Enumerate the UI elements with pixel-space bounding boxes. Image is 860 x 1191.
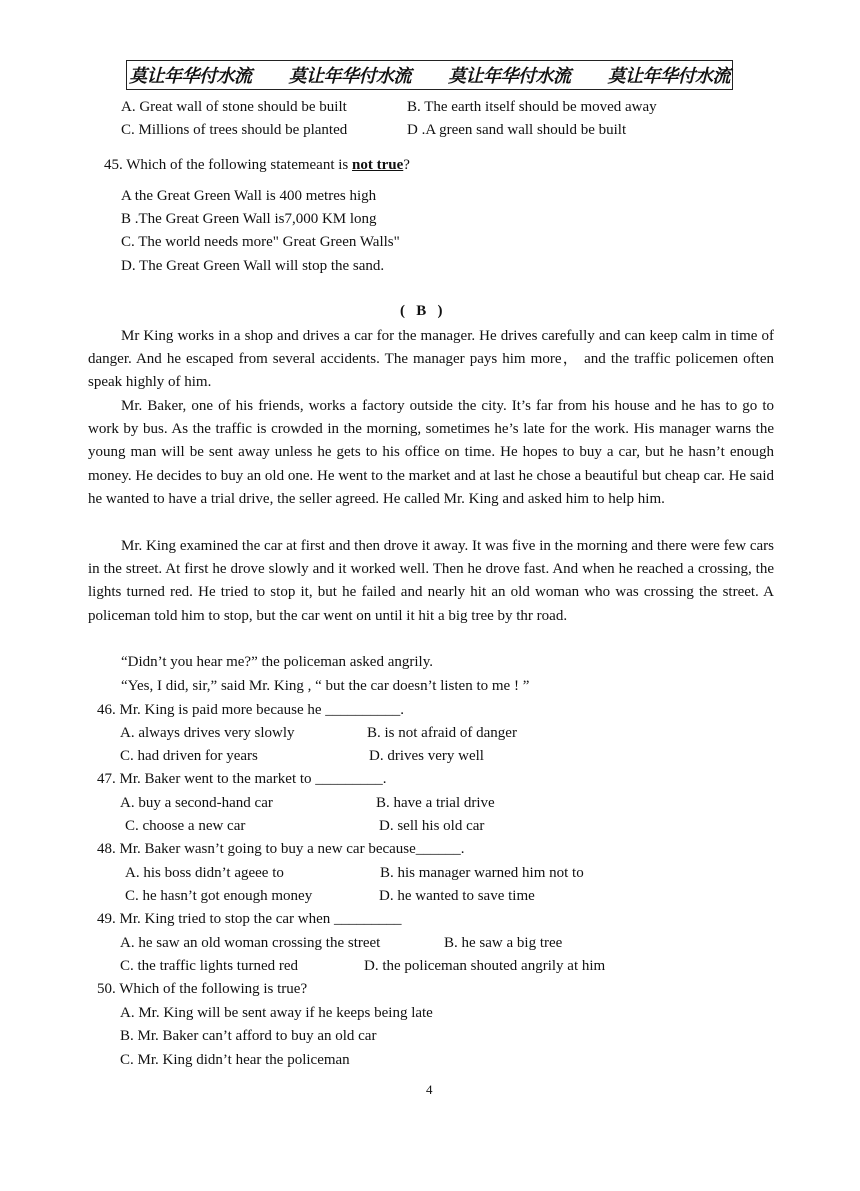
option-b: B. Mr. Baker can’t afford to buy an old car [120, 1028, 377, 1044]
option-c: C. Mr. King didn’t hear the policeman [120, 1052, 350, 1068]
option-c: C. the traffic lights turned red [120, 958, 299, 974]
q45-stem-prefix: 45. Which of the following statemeant is [104, 157, 353, 173]
option-b: B. is not afraid of danger [367, 725, 517, 741]
q44-option-d: D .A green sand wall should be built [407, 122, 627, 138]
passage-paragraph-4: “Didn’t you hear me?” the policeman asked angrily. [121, 654, 433, 670]
q45-option-b: B .The Great Green Wall is7,000 KM long [121, 211, 377, 227]
passage-paragraph-3: Mr. King examined the car at first and then drove it away. It was five in the morning and there were few cars in the street. At first he drove slowly and it worked well. Then he drove fast. And when he reached a crossing, the lights turned red. He tried to stop it, but he failed and nearly hit an old woman who was crossing the street. A policeman told him to stop, but the car went on until it hit a big tree by thr road. [88, 538, 774, 624]
option-a: A. Mr. King will be sent away if he keeps being late [120, 1005, 433, 1021]
page-number: 4 [426, 1082, 433, 1097]
passage-paragraph-5: “Yes, I did, sir,” said Mr. King , “ but the car doesn’t listen to me ! ” [121, 678, 530, 694]
option-c: C. he hasn’t got enough money [125, 888, 313, 904]
watermark-text: 莫让年华付水流 [448, 66, 571, 87]
watermark-text: 莫让年华付水流 [129, 66, 252, 87]
q45-option-a: A the Great Green Wall is 400 metres high [121, 188, 377, 204]
option-b: B. he saw a big tree [444, 935, 563, 951]
section-label: ( B ) [400, 303, 443, 319]
q45-option-d: D. The Great Green Wall will stop the sand. [121, 258, 385, 274]
watermark-text: 莫让年华付水流 [607, 66, 730, 87]
q45-option-c: C. The world needs more" Great Green Walls" [121, 234, 400, 250]
question-stem: 46. Mr. King is paid more because he __________. [97, 702, 405, 718]
option-d: D. he wanted to save time [379, 888, 535, 904]
option-a: A. he saw an old woman crossing the street [120, 935, 381, 951]
question-stem: 49. Mr. King tried to stop the car when _________ [97, 911, 402, 927]
q44-option-a: A. Great wall of stone should be built [121, 99, 347, 115]
option-a: A. buy a second-hand car [120, 795, 273, 811]
question-stem: 48. Mr. Baker wasn’t going to buy a new car because______. [97, 841, 465, 857]
q45-stem-suffix: ? [403, 157, 410, 173]
option-a: A. his boss didn’t ageee to [125, 865, 284, 881]
option-b: B. his manager warned him not to [380, 865, 584, 881]
q44-option-c: C. Millions of trees should be planted [121, 122, 348, 138]
option-c: C. choose a new car [125, 818, 246, 834]
q44-option-b: B. The earth itself should be moved away [407, 99, 657, 115]
option-d: D. the policeman shouted angrily at him [364, 958, 606, 974]
passage-paragraph-1: Mr King works in a shop and drives a car for the manager. He drives carefully and can keep calm in time of danger. And he escaped from several accidents. The manager pays him more， and the traffic policemen often speak highly of him. [88, 328, 774, 391]
q45-emphasis: not true [352, 157, 404, 173]
option-d: D. drives very well [369, 748, 484, 764]
option-b: B. have a trial drive [376, 795, 495, 811]
q45-stem [104, 155, 410, 175]
passage-paragraph-2: Mr. Baker, one of his friends, works a factory outside the city. It’s far from his house and he has to go to work by bus. As the traffic is crowded in the morning, sometimes he’s late for the work. His manager warns the young man will be sent away unless he gets to his office on time. He hopes to buy a car, but he hasn’t enough money. He decides to buy an old one. He went to the market and at last he chose a beautiful but cheap car. He said he wanted to have a trial drive, the seller agreed. He called Mr. King and asked him to help him. [88, 398, 774, 507]
watermark-text: 莫让年华付水流 [288, 66, 411, 87]
watermark-banner [126, 60, 733, 90]
option-a: A. always drives very slowly [120, 725, 295, 741]
option-c: C. had driven for years [120, 748, 258, 764]
question-stem: 50. Which of the following is true? [97, 981, 308, 997]
question-stem: 47. Mr. Baker went to the market to _________. [97, 771, 387, 787]
option-d: D. sell his old car [379, 818, 485, 834]
